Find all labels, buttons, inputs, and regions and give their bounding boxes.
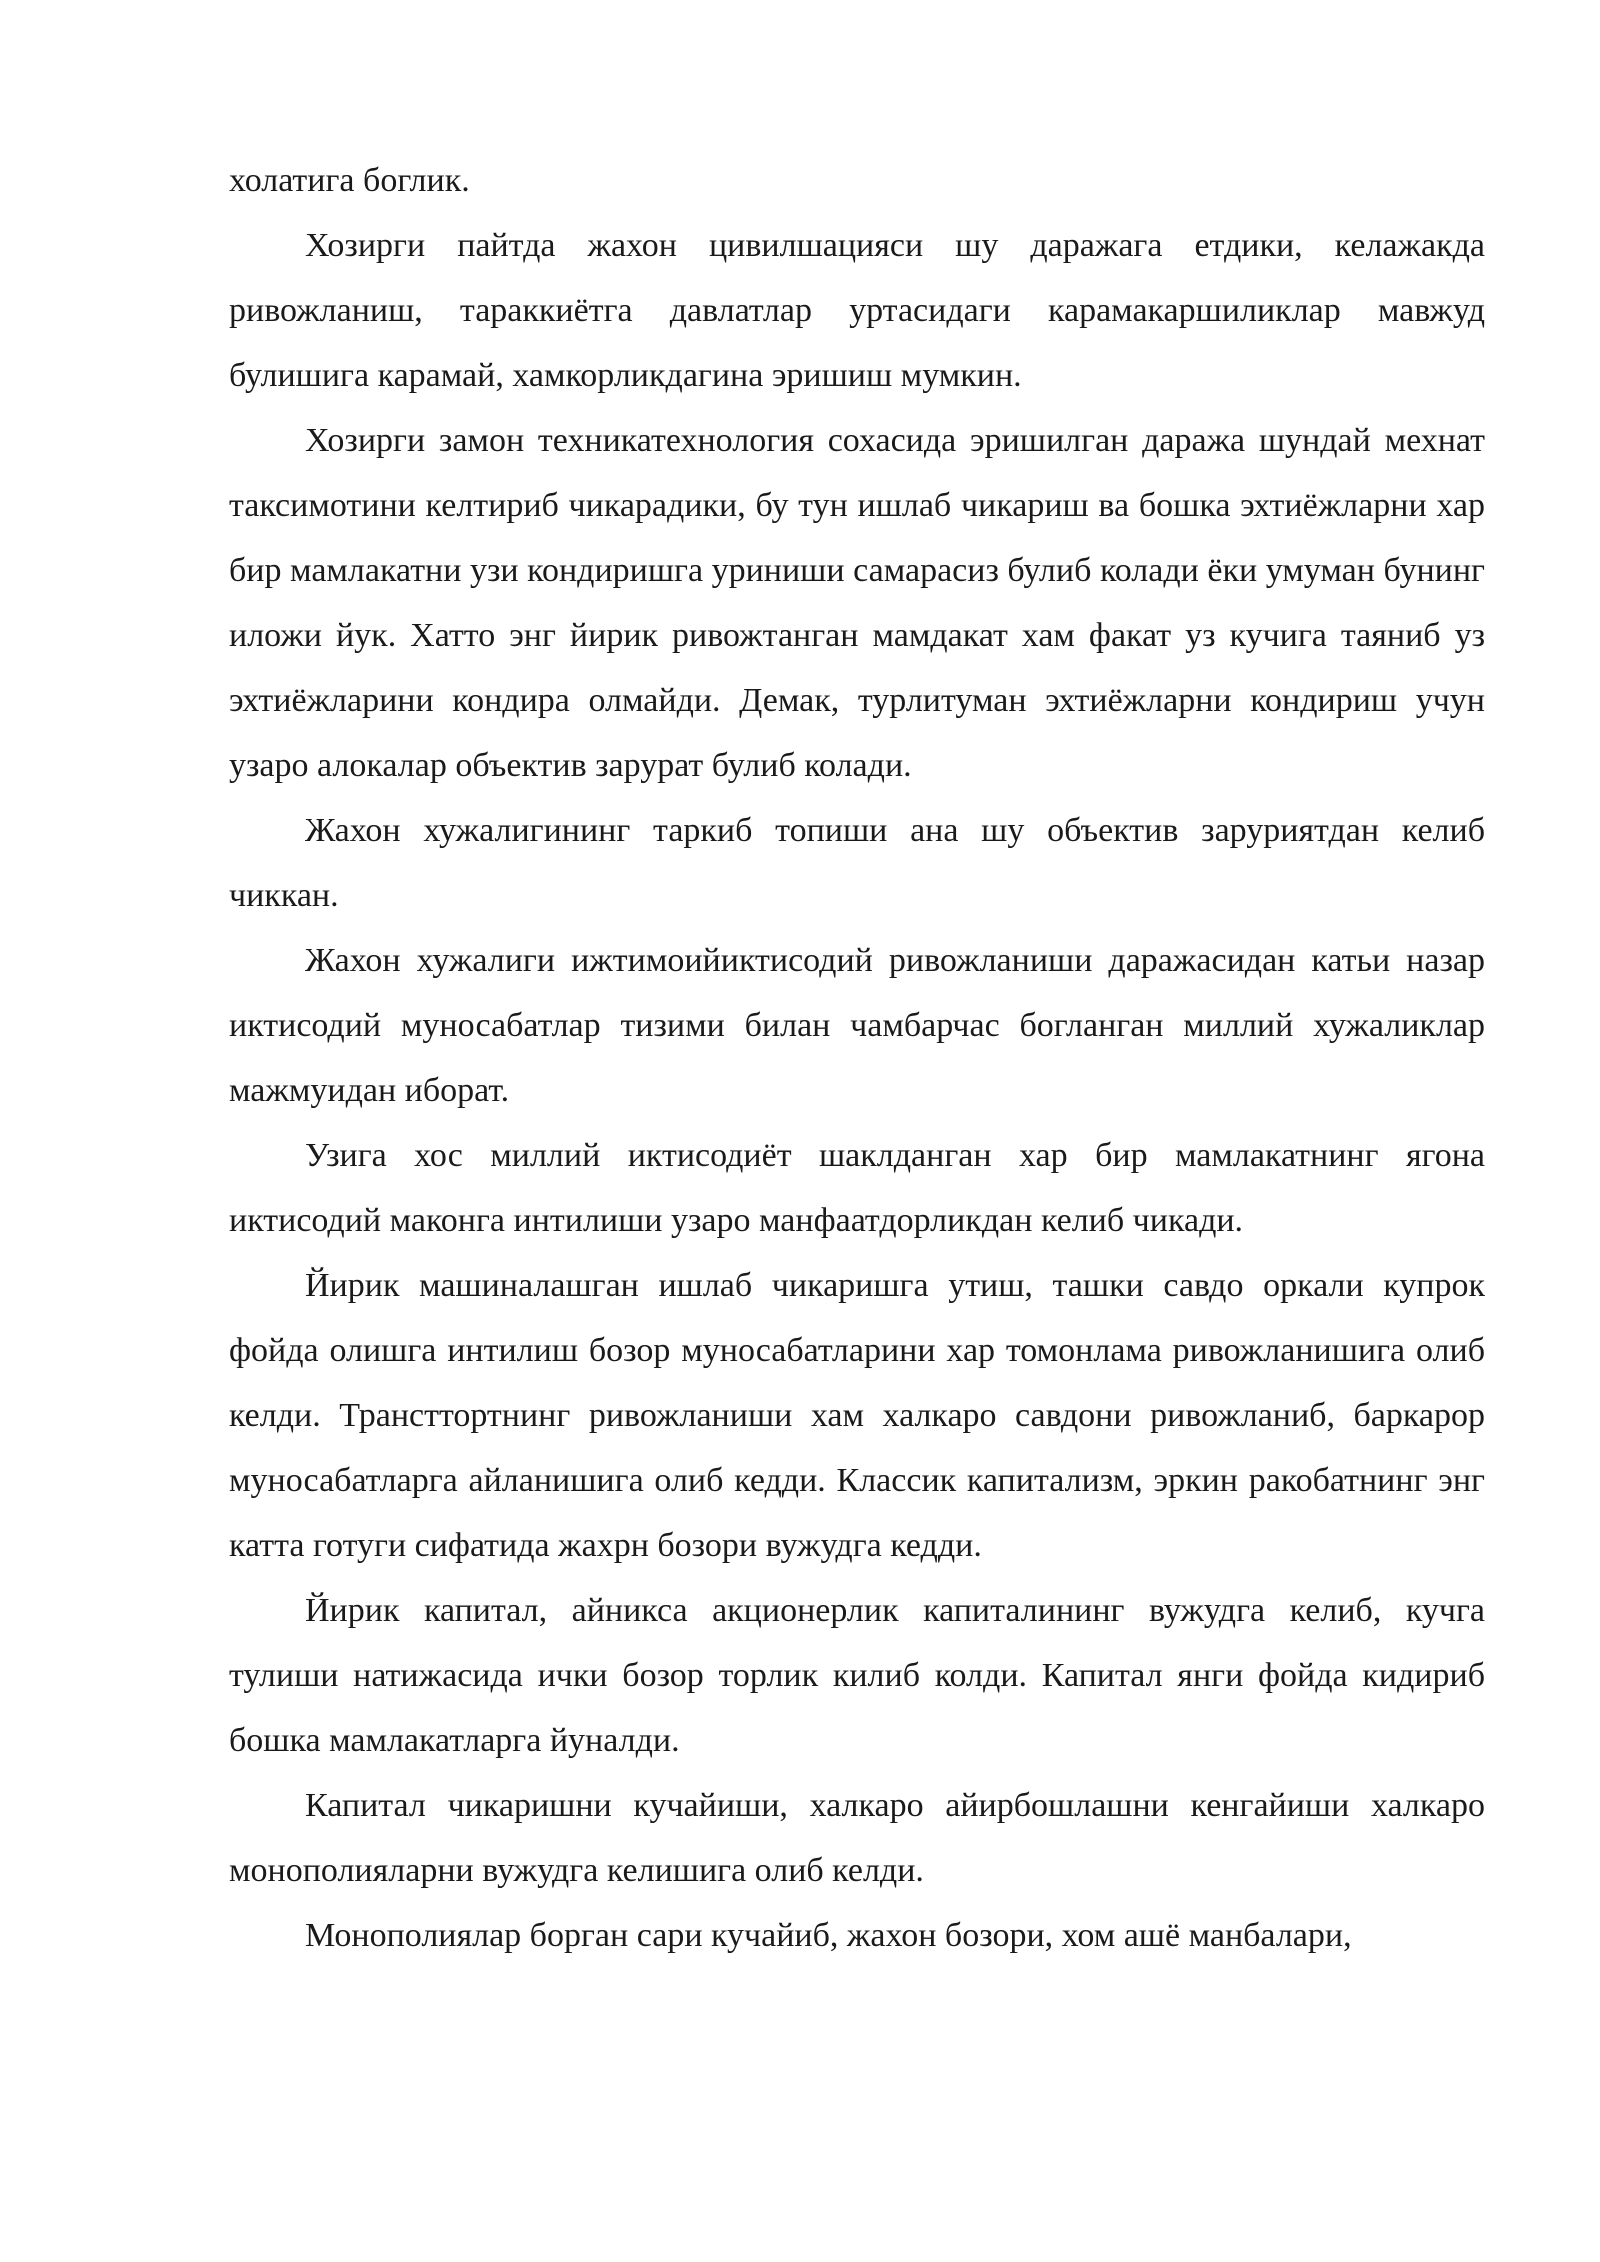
- paragraph-9: Капитал чикаришни кучайиши, халкаро айирбошлашни кенгайиши халкаро монополияларни вужудга келишига олиб келди.: [229, 1787, 1485, 1889]
- paragraph-7: Йирик машиналашган ишлаб чикаришга утиш, ташки савдо оркали купрок фойда олишга интилиш бозор муносабатларини хар томонлама ривожланишига олиб келди. Трансттортнинг ривожланиши хам халкаро савдони ривожланиб, баркарор муносабатларга айланишига олиб кедди. Классик капитализм, эркин ракобатнинг энг катта готуги сифатида жахрн бозори вужудга кедди.: [229, 1267, 1485, 1564]
- paragraph-2: Хозирги пайтда жахон цивилшацияси шу даражага етдики, келажакда ривожланиш, тараккиётга давлатлар уртасидаги карамакаршиликлар мавжуд булишига карамай, хамкорликдагина эришиш мумкин.: [229, 227, 1485, 394]
- paragraph-4: Жахон хужалигининг таркиб топиши ана шу объектив заруриятдан келиб чиккан.: [229, 812, 1485, 914]
- paragraph-10: Монополиялар борган сари кучайиб, жахон бозори, хом ашё манбалари,: [305, 1917, 1352, 1954]
- paragraph-8: Йирик капитал, айникса акционерлик капиталининг вужудга келиб, кучга тулиши натижасида ички бозор торлик килиб колди. Капитал янги фойда кидириб бошка мамлакатларга йуналди.: [229, 1592, 1485, 1759]
- paragraph-5: Жахон хужалиги ижтимоийиктисодий ривожланиши даражасидан катьи назар иктисодий муносабатлар тизими билан чамбарчас богланган миллий хужаликлар мажмуидан иборат.: [229, 942, 1485, 1109]
- paragraph-6: Узига хос миллий иктисодиёт шаклданган хар бир мамлакатнинг ягона иктисодий маконга интилиши узаро манфаатдорликдан келиб чикади.: [229, 1137, 1485, 1239]
- body-text: [229, 148, 1485, 1968]
- paragraph-1: холатига боглик.: [229, 162, 470, 199]
- paragraph-3: Хозирги замон техникатехнология сохасида эришилган даража шундай мехнат таксимотини келтириб чикарадики, бу тун ишлаб чикариш ва бошка эхтиёжларни хар бир мамлакатни узи кондиришга уриниши самарасиз булиб колади ёки умуман бунинг иложи йук. Хатто энг йирик ривожтанган мамдакат хам факат уз кучига таяниб уз эхтиёжларини кондира олмайди. Демак, турлитуман эхтиёжларни кондириш учун узаро алокалар объектив зарурат булиб колади.: [229, 422, 1485, 784]
